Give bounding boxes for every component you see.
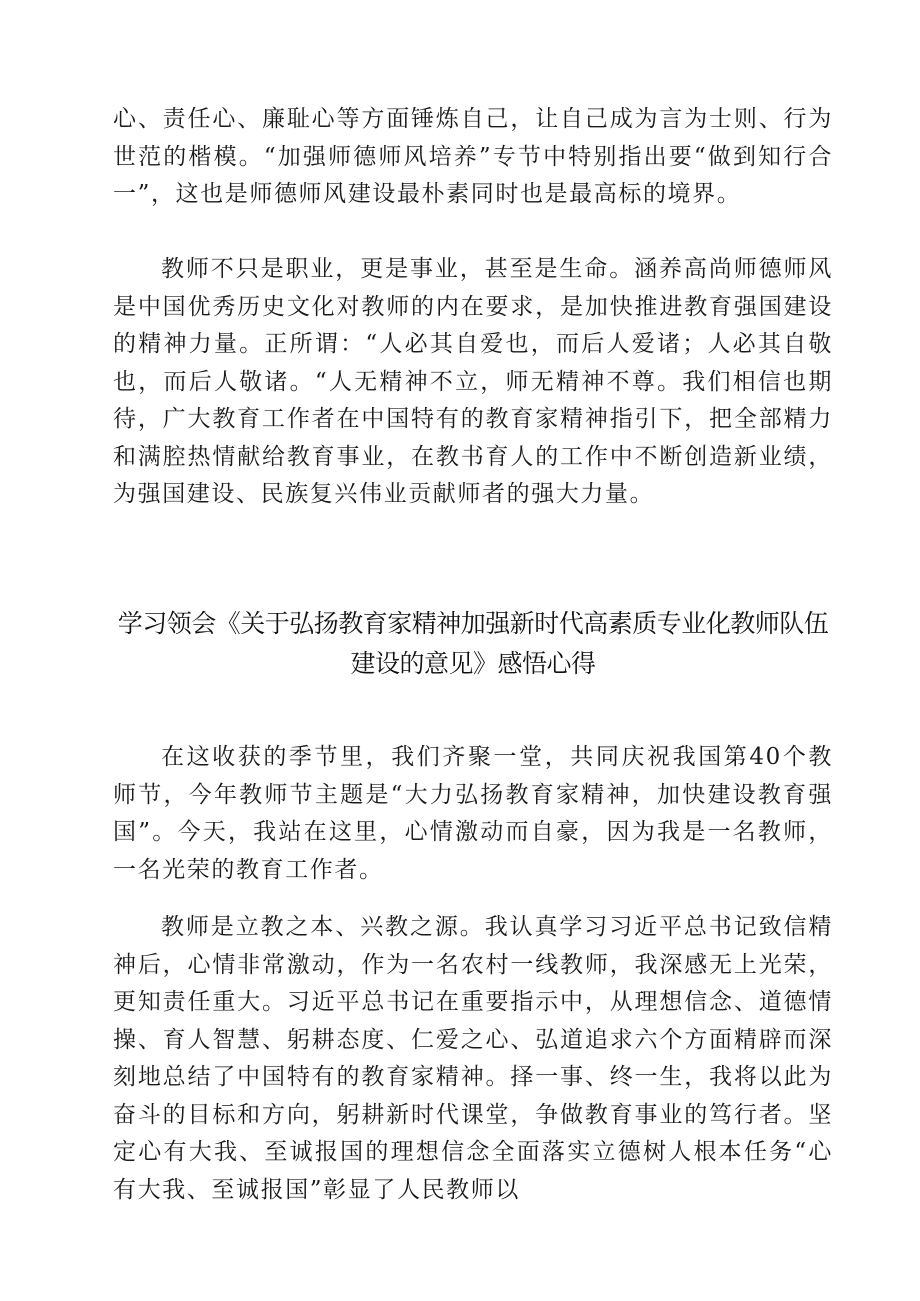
paragraph-text: 心、责任心、廉耻心等方面锤炼自己，让自己成为言为士则、行为世范的楷模。“加强师德师风培养”专节中特别指出要“做到知行合一”，这也是师德师风建设最朴素同时也是最高标的境界。 <box>113 106 833 207</box>
article-title <box>113 604 833 684</box>
paragraph-educator-spirit <box>113 909 833 1209</box>
paragraph-teachers-day <box>113 739 833 889</box>
article-title-line-2: 建设的意见》感悟心得 <box>350 649 596 678</box>
paragraph-text: 教师不只是职业，更是事业，甚至是生命。涵养高尚师德师风是中国优秀历史文化对教师的内在要求，是加快推进教育强国建设的精神力量。正所谓：“人必其自爱也，而后人爱诸；人必其自敬也，而后人敬诸。“人无精神不立，师无精神不尊。我们相信也期待，广大教育工作者在中国特有的教育家精神指引下，把全部精力和满腔热情献给教育事业，在教书育人的工作中不断创造新业绩，为强国建设、民族复兴伟业贡献师者的强大力量。 <box>113 256 833 507</box>
paragraph-text: 在这收获的季节里，我们齐聚一堂，共同庆祝我国第40个教师节，今年教师节主题是“大力弘扬教育家精神，加快建设教育强国”。今天，我站在这里，心情激动而自豪，因为我是一名教师，一名光荣的教育工作者。 <box>113 744 833 883</box>
paragraph-continued <box>113 101 833 214</box>
article-title-line-1: 学习领会《关于弘扬教育家精神加强新时代高素质专业化教师队伍 <box>117 609 829 638</box>
paragraph-teacher-mission <box>113 251 833 514</box>
paragraph-text: 教师是立教之本、兴教之源。我认真学习习近平总书记致信精神后，心情非常激动，作为一名农村一线教师，我深感无上光荣，更知责任重大。习近平总书记在重要指示中，从理想信念、道德情操、育人智慧、躬耕态度、仁爱之心、弘道追求六个方面精辟而深刻地总结了中国特有的教育家精神。择一事、终一生，我将以此为奋斗的目标和方向，躬耕新时代课堂，争做教育事业的笃行者。坚定心有大我、至诚报国的理想信念全面落实立德树人根本任务“心有大我、至诚报国”彰显了人民教师以 <box>113 914 833 1203</box>
